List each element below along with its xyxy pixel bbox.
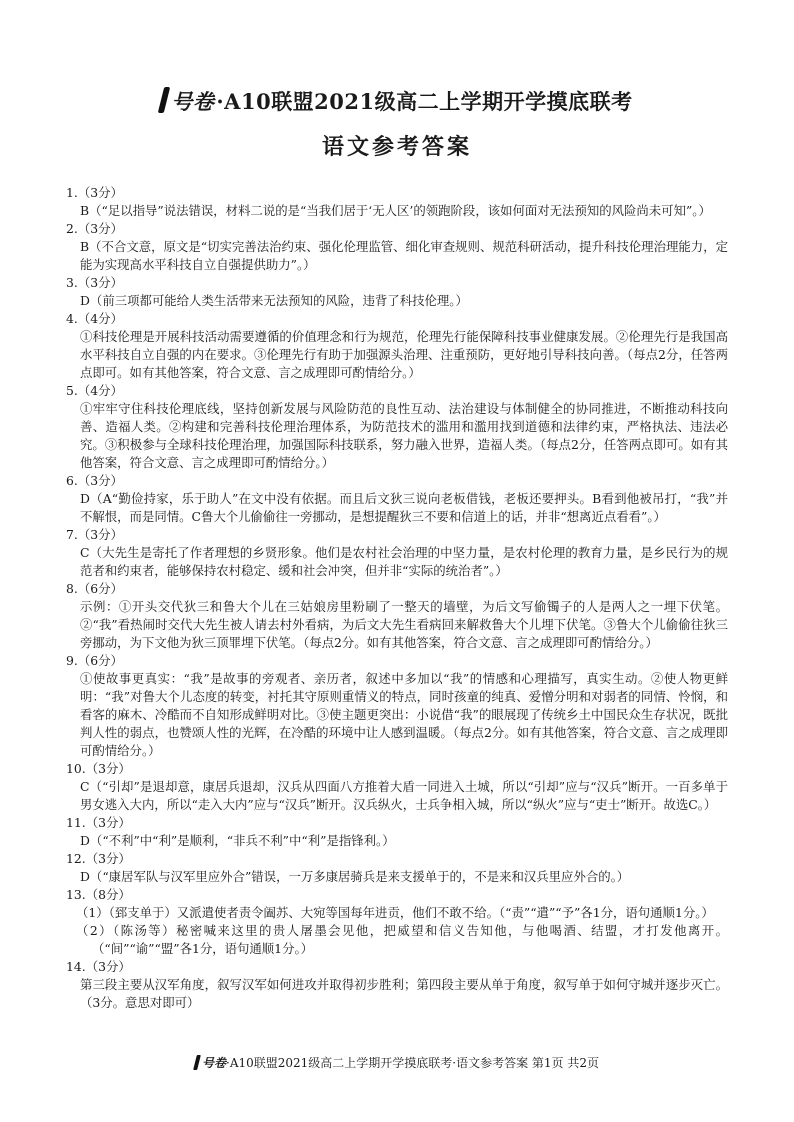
question-11: [66, 814, 728, 850]
answer-text: B（“足以指导”说法错误，材料二说的是“当我们居于‘无人区’的领跑阶段，该如何面对无法预知的风险尚未可知”。）: [80, 203, 711, 218]
question-5: [66, 382, 728, 472]
answer-text: D（A“勤俭持家，乐于助人”在文中没有依据。而且后文狄三说向老板借钱，老板还要押头。B看到他被吊打，“我”并不解恨，而是同情。C鲁大个儿偷偷往一旁挪动，是想提醒狄三不要和信道上的话，并非“想离近点看看”。）: [80, 491, 728, 524]
logo-mark-icon: [158, 87, 170, 113]
question-7: [66, 526, 728, 580]
question-number: 14.（3分）: [66, 959, 131, 974]
question-14: [66, 958, 728, 1012]
question-number: 4.（4分）: [66, 311, 123, 326]
question-12: [66, 850, 728, 886]
answer-text: ①科技伦理是开展科技活动需要遵循的价值理念和行为规范，伦理先行能保障科技事业健康发展。②伦理先行是我国高水平科技自立自强的内在要求。③伦理先行有助于加强源头治理、注重预防，更好地引导科技向善。（每点2分，任答两点即可。如有其他答案，符合文意、言之成理即可酌情给分。）: [80, 329, 728, 380]
footer-text: ·A10联盟2021级高二上学期开学摸底联考·语文参考答案 第1页 共2页: [226, 1056, 600, 1070]
logo-mark-icon: [193, 1055, 201, 1070]
logo-text: 号卷: [171, 89, 215, 114]
question-4: [66, 310, 728, 382]
answer-subitem: （1）（郅支单于）又派遣使者责令阖苏、大宛等国每年进贡，他们不敢不给。（“责”“遣”“予”各1分，语句通顺1分。）: [76, 905, 714, 920]
answer-text: D（“康居军队与汉军里应外合”错误，一万多康居骑兵是来支援单于的，不是来和汉兵里应外合的。）: [80, 869, 630, 884]
question-number: 1.（3分）: [66, 185, 123, 200]
document-subtitle: 语文参考答案: [321, 134, 472, 160]
question-number: 12.（3分）: [66, 851, 131, 866]
answer-text: C（“引却”是退却意，康居兵退却，汉兵从四面八方推着大盾一同进入土城，所以“引却”应与“汉兵”断开。一百多单于男女逃入大内，所以“走入大内”应与“汉兵”断开。汉兵纵火，士兵争相入城，所以“纵火”应与“吏士”断开。故选C。）: [80, 779, 728, 812]
question-number: 11.（3分）: [66, 815, 131, 830]
question-number: 9.（6分）: [66, 653, 123, 668]
answer-text: 第三段主要从汉军角度，叙写汉军如何进攻并取得初步胜利；第四段主要从单于角度，叙写单于如何守城并逐步灭亡。（3分。意思对即可）: [80, 977, 728, 1010]
question-6: [66, 472, 728, 526]
footer-logo-text: 号卷: [201, 1056, 226, 1070]
answer-list: [66, 184, 728, 1012]
answer-text: B（不合文意，原文是“切实完善法治约束、强化伦理监管、细化审查规则、规范科研活动，提升科技伦理治理能力，定能为实现高水平科技自立自强提供助力”。）: [80, 239, 728, 272]
answer-text: D（“不利”中“利”是顺利，“非兵不利”中“利”是指锋利。）: [80, 833, 395, 848]
answer-text: ①牢牢守住科技伦理底线，坚持创新发展与风险防范的良性互动、法治建设与体制健全的协同推进，不断推动科技向善、造福人类。②构建和完善科技伦理治理体系，为防范技术的滥用和濫用找到道德和法律约束，严格执法、违法必究。③积极参与全球科技伦理治理，加强国际科技联系，努力融入世界，造福人类。（每点2分，任答两点即可。如有其他答案，符合文意、言之成理即可酌情给分。）: [80, 401, 728, 470]
question-number: 10.（3分）: [66, 761, 131, 776]
answer-subitem: （2）（陈汤等）秘密喊来这里的贵人屠墨会见他，把威望和信义告知他，与他喝酒、结盟，才打发他离开。（“间”“谕”“盟”各1分，语句通顺1分。）: [76, 923, 728, 956]
question-3: [66, 274, 728, 310]
page-footer: [0, 1054, 794, 1071]
question-9: [66, 652, 728, 760]
answer-text: 示例：①开头交代狄三和鲁大个儿在三姑娘房里粉刷了一整天的墙壁，为后文写偷镯子的人是两人之一埋下伏笔。②“我”看热闹时交代大先生被人请去村外看病，为后文大先生看病回来解救鲁大个儿埋下伏笔。③鲁大个儿偷偷往狄三旁挪动，为下文他为狄三顶罪埋下伏笔。（每点2分。如有其他答案，符合文意、言之成理即可酌情给分。）: [80, 599, 728, 650]
question-number: 8.（6分）: [66, 581, 123, 596]
question-number: 6.（3分）: [66, 473, 123, 488]
page-header: [0, 86, 794, 161]
answer-text: C（大先生是寄托了作者理想的乡贤形象。他们是农村社会治理的中坚力量，是农村伦理的教育力量，是乡民行为的规范者和约束者，能够保持农村稳定、缓和社会冲突，但并非“实际的统治者”。）: [80, 545, 728, 578]
brand-logo: [161, 86, 214, 116]
question-8: [66, 580, 728, 652]
question-number: 13.（8分）: [66, 887, 131, 902]
answer-text: D（前三项都可能给人类生活带来无法预知的风险，违背了科技伦理。）: [80, 293, 468, 308]
title-text: ·A10联盟2021级高二上学期开学摸底联考: [216, 89, 633, 114]
question-number: 5.（4分）: [66, 383, 123, 398]
question-1: [66, 184, 728, 220]
question-number: 3.（3分）: [66, 275, 123, 290]
document-title: [0, 86, 794, 116]
question-number: 2.（3分）: [66, 221, 123, 236]
answer-text: ①使故事更真实：“我”是故事的旁观者、亲历者，叙述中多加以“我”的情感和心理描写，真实生动。②使人物更鲜明：“我”对鲁大个儿态度的转变，衬托其守原则重情义的特点，同时孩童的纯真、爱憎分明和对弱者的同情、怜悯，和看客的麻木、冷酷而不自知形成鲜明对比。③使主题更突出：小说借“我”的眼展现了传统乡土中国民众生存状况，既批判人性的弱点，也赞颂人性的光辉，在冷酷的环境中让人感到温暖。（每点2分。如有其他答案，符合文意、言之成理即可酌情给分。）: [80, 671, 728, 758]
question-2: [66, 220, 728, 274]
question-number: 7.（3分）: [66, 527, 123, 542]
question-13: [66, 886, 728, 958]
question-10: [66, 760, 728, 814]
